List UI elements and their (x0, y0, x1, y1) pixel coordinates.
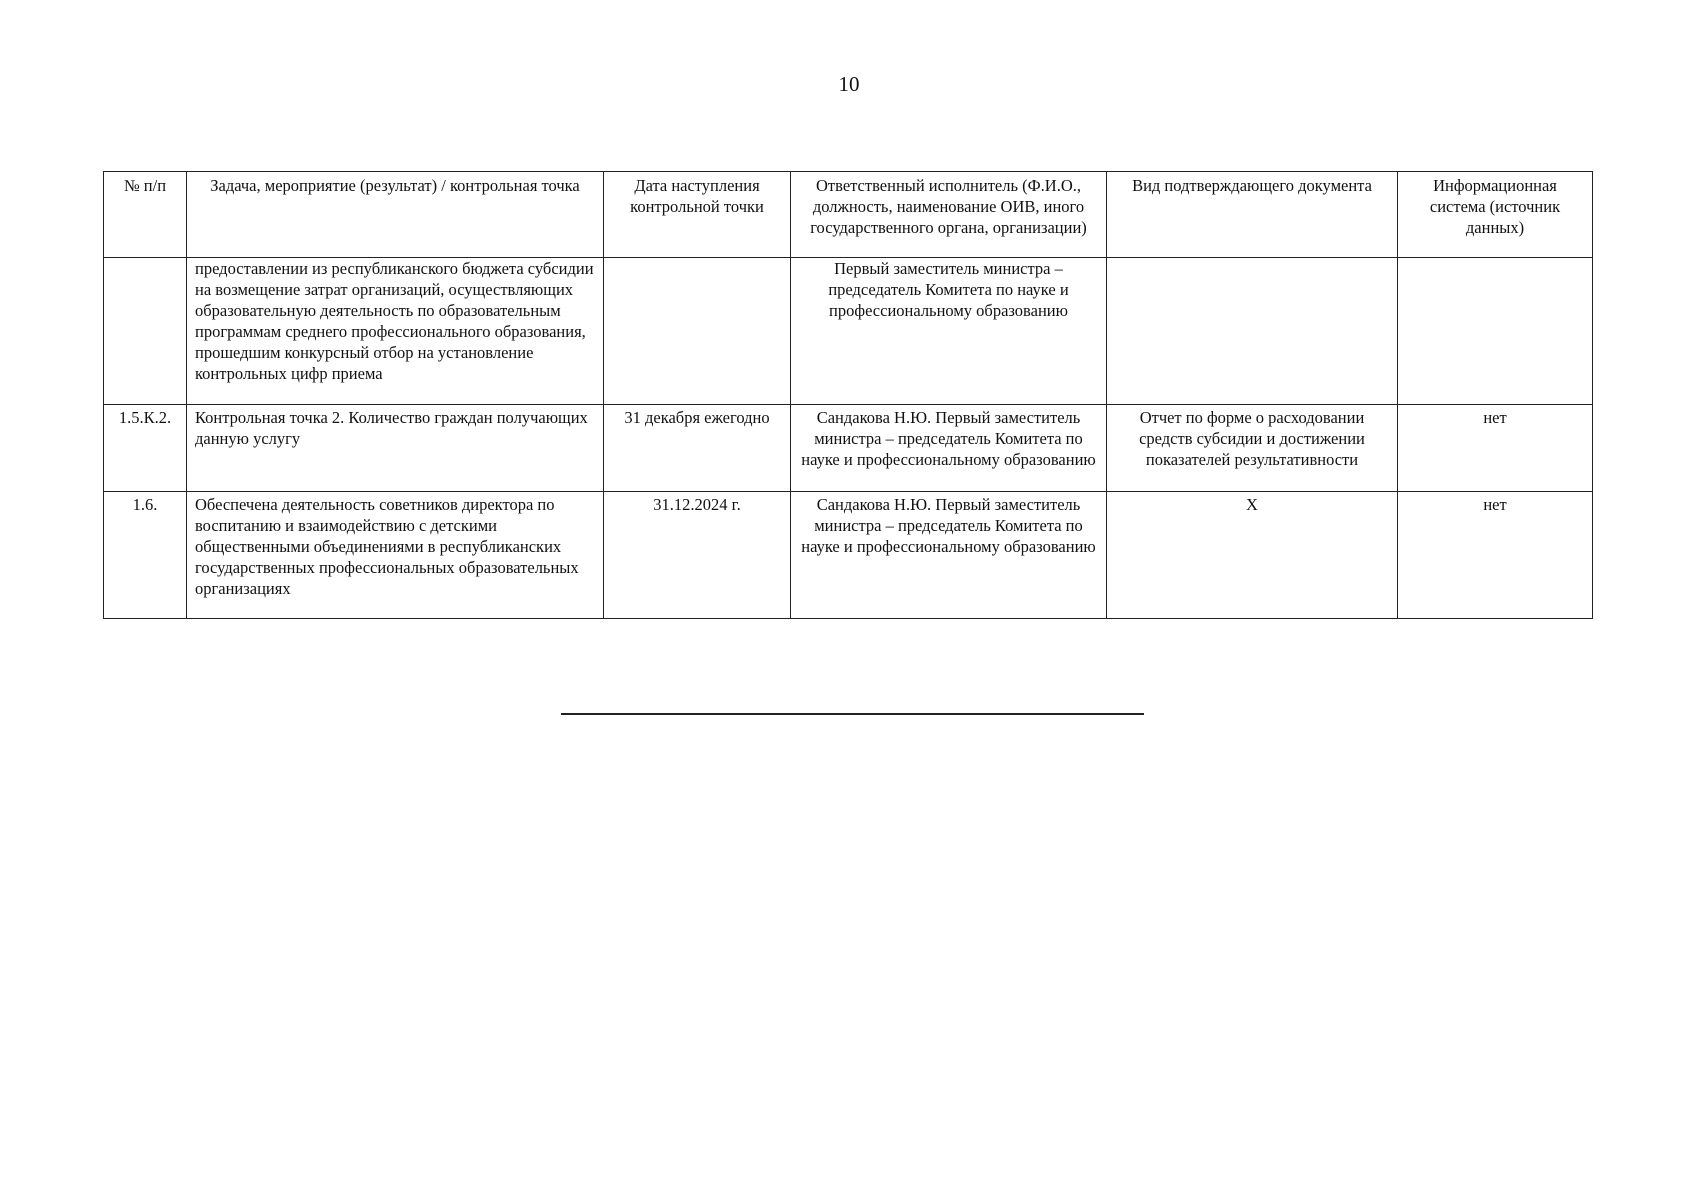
cell-info-system (1398, 258, 1593, 405)
cell-number: 1.5.К.2. (104, 405, 187, 492)
header-info-system: Информационная система (источник данных) (1398, 172, 1593, 258)
cell-task: Контрольная точка 2. Количество граждан получающих данную услугу (187, 405, 604, 492)
cell-info-system: нет (1398, 492, 1593, 619)
control-points-table (103, 171, 1593, 619)
cell-document: Х (1107, 492, 1398, 619)
header-responsible: Ответственный исполнитель (Ф.И.О., должность, наименование ОИВ, иного государственного органа, организации) (791, 172, 1107, 258)
header-date: Дата наступления контрольной точки (604, 172, 791, 258)
table-row (104, 258, 1593, 405)
page-number: 10 (838, 72, 860, 96)
cell-task: Обеспечена деятельность советников директора по воспитанию и взаимодействию с детскими общественными объединениями в республиканских государственных профессиональных образовательных организациях (187, 492, 604, 619)
cell-number: 1.6. (104, 492, 187, 619)
cell-date: 31.12.2024 г. (604, 492, 791, 619)
header-number: № п/п (104, 172, 187, 258)
table-row (104, 405, 1593, 492)
cell-date: 31 декабря ежегодно (604, 405, 791, 492)
cell-date (604, 258, 791, 405)
cell-task: предоставлении из республиканского бюджета субсидии на возмещение затрат организаций, осуществляющих образовательную деятельность по образовательным программам среднего профессионального образования, прошедшим конкурсный отбор на установление контрольных цифр приема (187, 258, 604, 405)
table-row (104, 492, 1593, 619)
cell-number (104, 258, 187, 405)
cell-document (1107, 258, 1398, 405)
closing-rule (561, 713, 1144, 715)
cell-responsible: Сандакова Н.Ю. Первый заместитель министра – председатель Комитета по науке и профессиональному образованию (791, 405, 1107, 492)
cell-document: Отчет по форме о расходовании средств субсидии и достижении показателей результативности (1107, 405, 1398, 492)
header-task: Задача, мероприятие (результат) / контрольная точка (187, 172, 604, 258)
cell-responsible: Первый заместитель министра – председатель Комитета по науке и профессиональному образованию (791, 258, 1107, 405)
cell-info-system: нет (1398, 405, 1593, 492)
table-header-row (104, 172, 1593, 258)
cell-responsible: Сандакова Н.Ю. Первый заместитель министра – председатель Комитета по науке и профессиональному образованию (791, 492, 1107, 619)
header-document: Вид подтверждающего документа (1107, 172, 1398, 258)
